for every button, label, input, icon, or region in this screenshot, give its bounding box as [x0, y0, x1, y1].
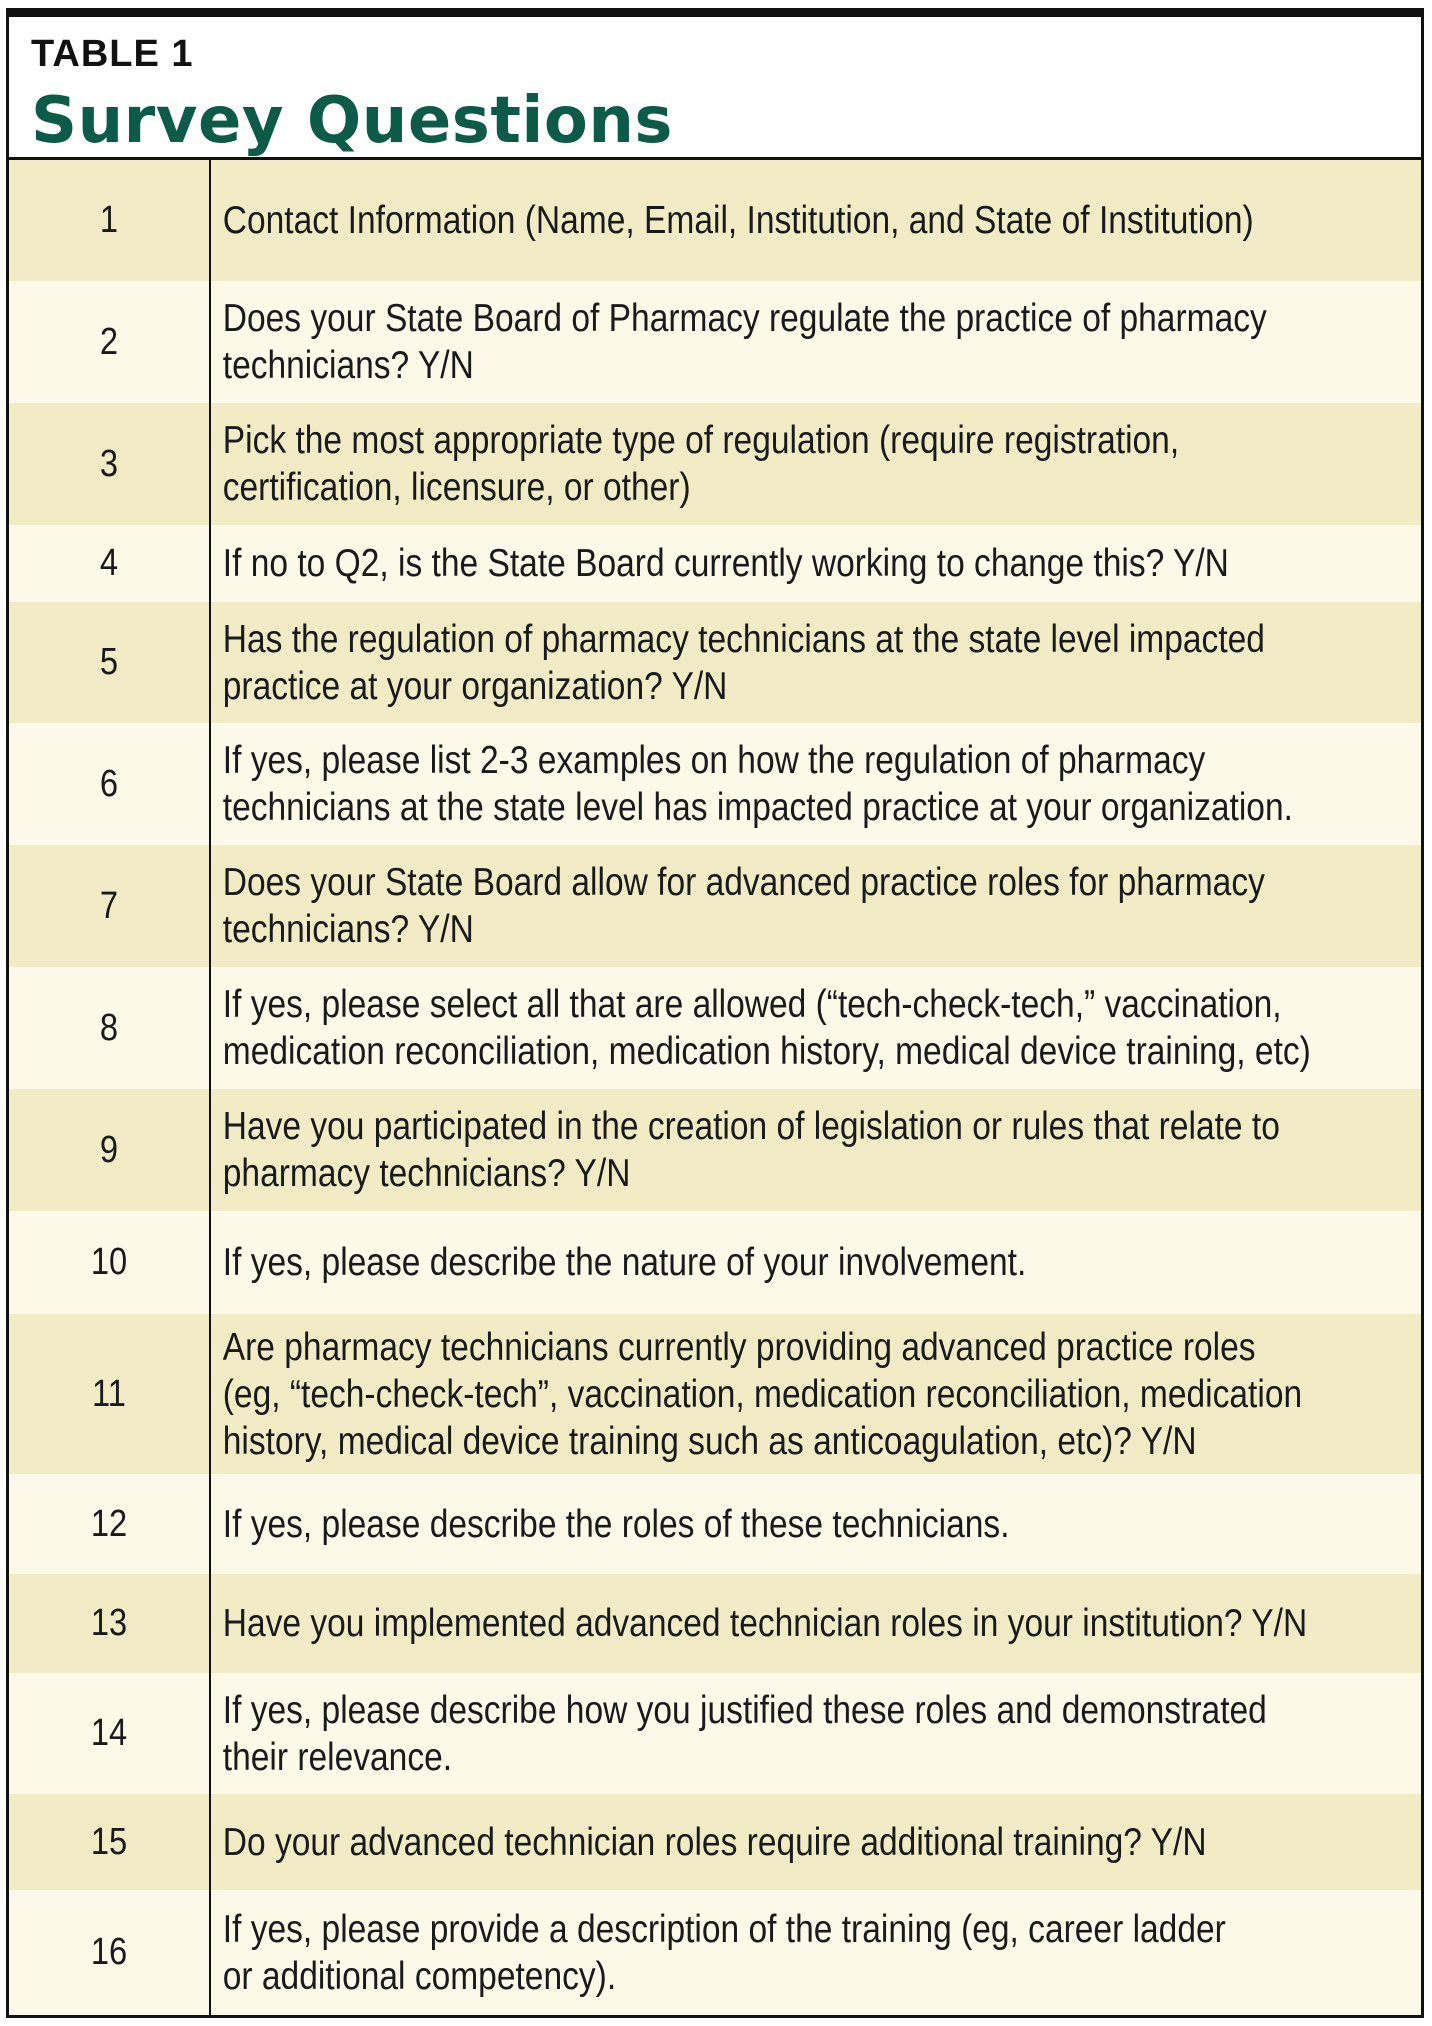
question-number: 9	[99, 1128, 119, 1171]
question-number: 8	[99, 1006, 119, 1049]
question-text	[209, 981, 1323, 1075]
table-row	[9, 723, 1421, 845]
table-row	[9, 1211, 1421, 1314]
question-line: Pick the most appropriate type of regulation (require registration,	[222, 419, 1180, 462]
question-line: Have you participated in the creation of legislation or rules that relate to	[222, 1105, 1280, 1148]
question-line: technicians? Y/N	[222, 344, 474, 387]
question-line: Have you implemented advanced technician roles in your institution? Y/N	[222, 1602, 1308, 1645]
question-text	[209, 1906, 1251, 2000]
question-line: If no to Q2, is the State Board currently working to change this? Y/N	[222, 542, 1229, 585]
question-text	[209, 1103, 1292, 1197]
question-text	[209, 1324, 1314, 1465]
question-text	[209, 417, 1251, 511]
question-line: medication reconciliation, medication history, medical device training, etc)	[222, 1030, 1311, 1073]
question-line: If yes, please list 2-3 examples on how the regulation of pharmacy	[222, 739, 1206, 782]
table-title: Survey Questions	[31, 84, 673, 158]
question-text	[209, 1687, 1279, 1781]
table-label: TABLE 1	[31, 33, 194, 75]
question-line: technicians at the state level has impacted practice at your organization.	[222, 786, 1293, 829]
question-line: If yes, please describe the roles of these technicians.	[222, 1502, 1010, 1546]
question-text	[209, 1239, 1251, 1286]
table-body	[9, 160, 1421, 2015]
question-line: If yes, please select all that are allowed (“tech-check-tech,” vaccination,	[222, 983, 1282, 1026]
question-line: If yes, please provide a description of the training (eg, career ladder	[222, 1907, 1226, 1951]
question-line: (eg, “tech-check-tech”, vaccination, medication reconciliation, medication	[222, 1372, 1303, 1416]
question-number: 11	[92, 1372, 126, 1415]
question-text	[209, 737, 1305, 831]
table-row	[9, 967, 1421, 1089]
table-row	[9, 602, 1421, 723]
question-number: 7	[99, 884, 119, 927]
question-number: 16	[90, 1931, 128, 1973]
question-text	[209, 295, 1279, 389]
table-header	[9, 17, 1421, 160]
table-row	[9, 525, 1421, 602]
question-line: If yes, please describe the nature of your involvement.	[222, 1241, 1027, 1284]
question-text	[209, 197, 1266, 244]
question-number: 14	[90, 1712, 128, 1754]
table-row	[9, 1673, 1421, 1794]
question-line: Has the regulation of pharmacy technicians at the state level impacted	[222, 617, 1265, 661]
table-row	[9, 160, 1421, 281]
table-row	[9, 281, 1421, 403]
question-line: certification, licensure, or other)	[222, 466, 691, 509]
table-row	[9, 1794, 1421, 1890]
question-number: 2	[99, 320, 119, 363]
table-row	[9, 1474, 1421, 1574]
table-row	[9, 1089, 1421, 1211]
question-number: 1	[99, 199, 119, 241]
question-number: 15	[90, 1820, 128, 1863]
question-text	[209, 616, 1277, 710]
question-line: Do your advanced technician roles require additional training? Y/N	[222, 1820, 1207, 1864]
question-line: Does your State Board of Pharmacy regulate the practice of pharmacy	[222, 297, 1267, 340]
question-text	[209, 1501, 1251, 1548]
question-line: or additional competency).	[222, 1954, 617, 1998]
question-text	[209, 1600, 1319, 1647]
question-line: Does your State Board allow for advanced practice roles for pharmacy	[222, 861, 1265, 904]
question-number: 12	[90, 1502, 128, 1545]
question-text	[209, 859, 1277, 953]
table-row	[9, 1314, 1421, 1474]
question-number: 4	[99, 542, 119, 584]
table-row	[9, 1890, 1421, 2015]
question-line: their relevance.	[222, 1735, 453, 1779]
question-number: 3	[99, 442, 119, 485]
question-line: pharmacy technicians? Y/N	[222, 1152, 631, 1195]
question-text	[209, 1819, 1251, 1866]
question-number: 5	[99, 641, 119, 683]
question-line: technicians? Y/N	[222, 908, 474, 951]
survey-questions-table	[6, 8, 1424, 2018]
question-number: 13	[90, 1602, 128, 1644]
question-number: 6	[99, 762, 119, 805]
question-line: Are pharmacy technicians currently providing advanced practice roles	[222, 1325, 1256, 1369]
question-line: Contact Information (Name, Email, Institution, and State of Institution)	[222, 199, 1254, 242]
question-line: practice at your organization? Y/N	[222, 664, 728, 708]
table-row	[9, 845, 1421, 967]
question-line: If yes, please describe how you justified these roles and demonstrated	[222, 1688, 1267, 1732]
question-text	[209, 540, 1251, 587]
question-line: history, medical device training such as anticoagulation, etc)? Y/N	[222, 1419, 1197, 1463]
table-row	[9, 403, 1421, 525]
question-number: 10	[90, 1241, 128, 1283]
table-row	[9, 1574, 1421, 1673]
